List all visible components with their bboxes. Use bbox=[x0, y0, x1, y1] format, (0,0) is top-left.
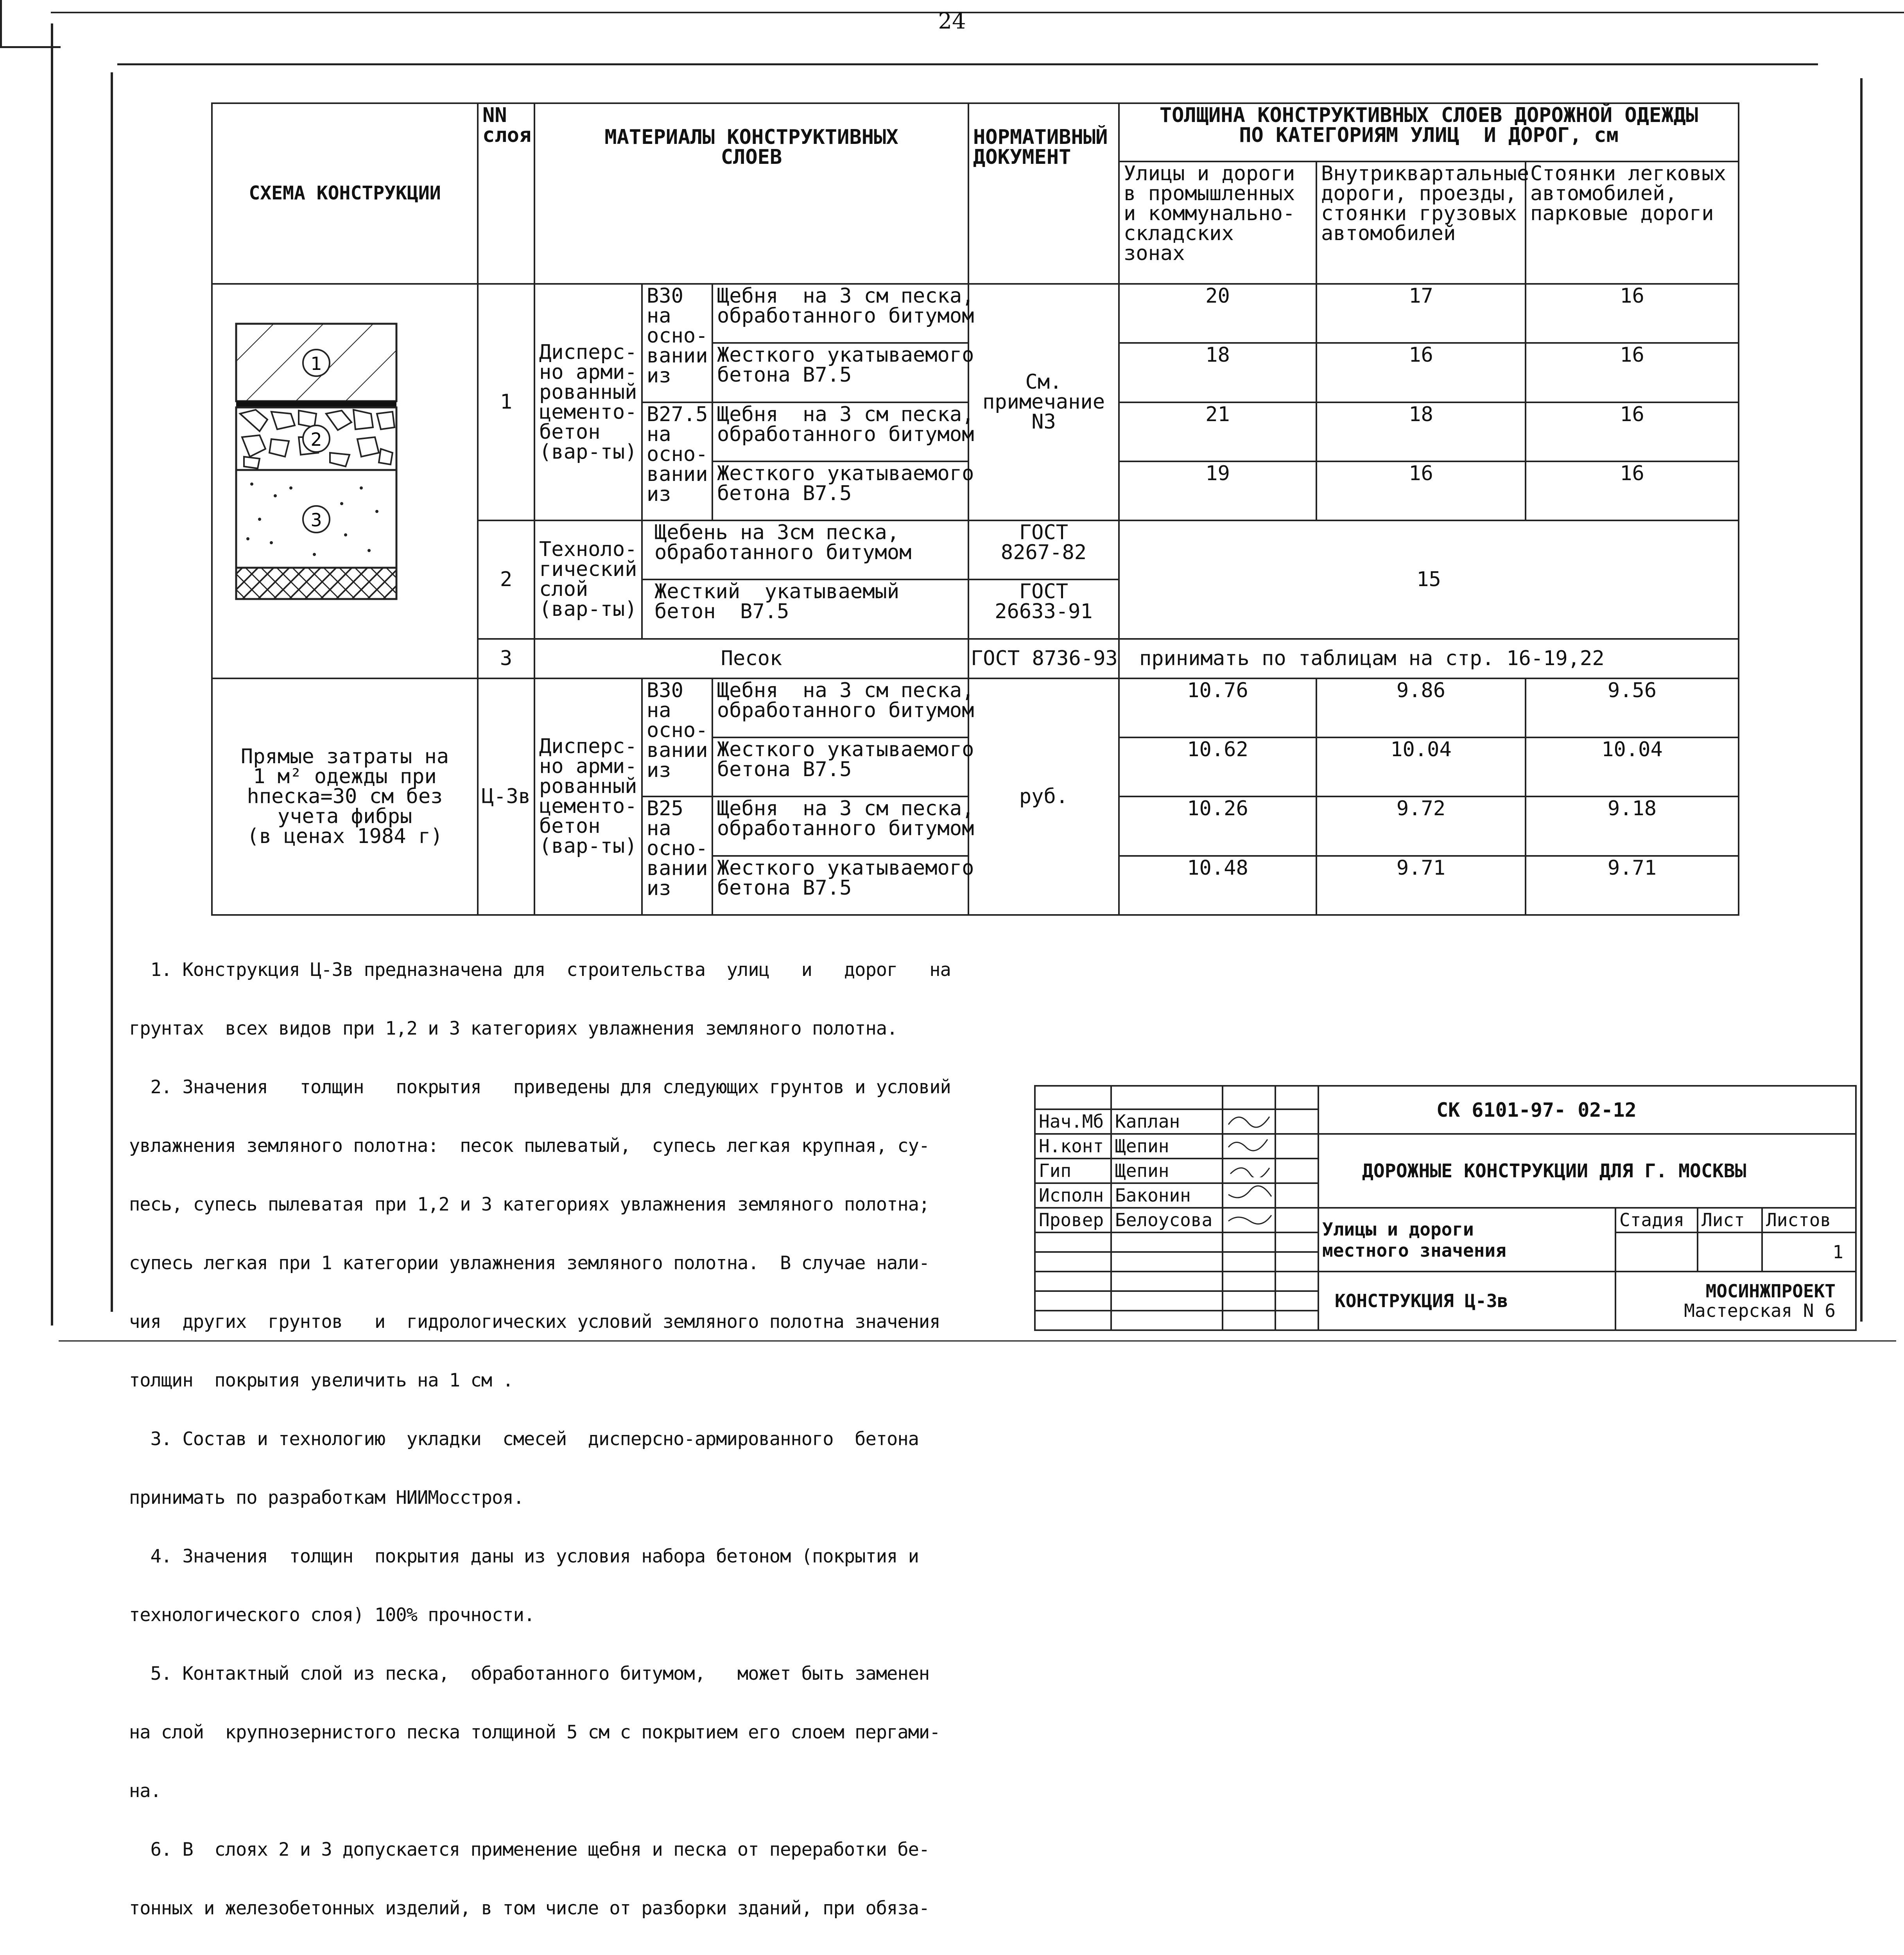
stamp-role-5: Провер bbox=[1035, 1208, 1111, 1232]
note-line: 6. В слоях 2 и 3 допускается применение щебня и песка от переработки бе- bbox=[129, 1839, 930, 1860]
page-number: 24 bbox=[938, 9, 966, 34]
layer1-r3-c2: 18 bbox=[1316, 402, 1526, 461]
layer2-option2: Жесткий укатываемый бетон В7.5 bbox=[642, 579, 968, 639]
cost-r1-c2: 9.86 bbox=[1316, 678, 1526, 737]
layer1-r2-c2: 16 bbox=[1316, 343, 1526, 402]
layer2-option2-doc: ГОСТ 26633-91 bbox=[968, 579, 1119, 639]
stamp-subject: Улицы и дороги местного значения bbox=[1318, 1208, 1615, 1272]
cost-r1-c3: 9.56 bbox=[1526, 678, 1739, 737]
header-layer-no: NN слоя bbox=[478, 103, 534, 284]
stamp-sheet-label: Лист bbox=[1698, 1208, 1762, 1232]
cost-r1-c1: 10.76 bbox=[1119, 678, 1316, 737]
note-line: песь, супесь пылеватая при 1,2 и 3 категориях увлажнения земляного полотна; bbox=[129, 1194, 930, 1215]
cost-base-sand-b: Щебня на 3 см песка, обработанного битумом bbox=[712, 796, 968, 856]
note-line: 1. Конструкция Ц-3в предназначена для строительства улиц и дорог на bbox=[129, 959, 951, 981]
layer1-r3-c1: 21 bbox=[1119, 402, 1316, 461]
cost-label: Прямые затраты на 1 м² одежды при hпеска=30 см без учета фибры (в ценах 1984 г) bbox=[212, 678, 478, 915]
cost-grade-b: В25 на осно- вании из bbox=[642, 796, 712, 915]
cost-r3-c1: 10.26 bbox=[1119, 796, 1316, 856]
cost-r3-c3: 9.18 bbox=[1526, 796, 1739, 856]
note-line: увлажнения земляного полотна: песок пылеватый, супесь легкая крупная, су- bbox=[129, 1135, 930, 1157]
cost-base-concrete-a: Жесткого укатываемого бетона В7.5 bbox=[712, 737, 968, 796]
construction-scheme-drawing bbox=[213, 285, 477, 676]
stamp-name-1: Каплан bbox=[1111, 1109, 1223, 1134]
layer3-doc: ГОСТ 8736-93 bbox=[968, 639, 1119, 678]
note-line: 5. Контактный слой из песка, обработанного битумом, может быть заменен bbox=[129, 1663, 930, 1684]
header-cat1: Улицы и дороги в промышленных и коммунально- складских зонах bbox=[1119, 161, 1316, 284]
note-line: толщин покрытия увеличить на 1 см . bbox=[129, 1370, 513, 1391]
header-materials: МАТЕРИАЛЫ КОНСТРУКТИВНЫХ СЛОЕВ bbox=[534, 103, 968, 284]
note-line: тонных и железобетонных изделий, в том числе от разборки зданий, при обяза- bbox=[129, 1898, 930, 1919]
stamp-signature-4 bbox=[1223, 1183, 1275, 1208]
layer1-r2-c1: 18 bbox=[1119, 343, 1316, 402]
svg-text:3: 3 bbox=[310, 509, 322, 531]
header-cat2: Внутриквартальные дороги, проезды, стоянки грузовых автомобилей bbox=[1316, 161, 1526, 284]
stamp-code: СК 6101-97- 02-12 bbox=[1318, 1086, 1856, 1134]
cost-doc: руб. bbox=[968, 678, 1119, 915]
layer1-r1-c1: 20 bbox=[1119, 284, 1316, 343]
header-cat3: Стоянки легковых автомобилей, парковые дороги bbox=[1526, 161, 1739, 284]
layer2-option1: Щебень на 3см песка, обработанного битумом bbox=[642, 520, 968, 579]
layer1-no: 1 bbox=[478, 284, 534, 520]
layer1-base-sand-a: Щебня на 3 см песка, обработанного битумом bbox=[712, 284, 968, 343]
layer1-r1-c2: 17 bbox=[1316, 284, 1526, 343]
layer1-r3-c3: 16 bbox=[1526, 402, 1739, 461]
stamp-role-2: Н.конт bbox=[1035, 1134, 1111, 1159]
layer1-material: Дисперс- но арми- рованный цементо- бетон (вар-ты) bbox=[534, 284, 642, 520]
stamp-signature-5 bbox=[1223, 1208, 1275, 1232]
frame-left-line bbox=[51, 23, 53, 1325]
layer2-option1-doc: ГОСТ 8267-82 bbox=[968, 520, 1119, 579]
cost-r2-c1: 10.62 bbox=[1119, 737, 1316, 796]
cost-material: Дисперс- но арми- рованный цементо- бетон (вар-ты) bbox=[534, 678, 642, 915]
layer3-no: 3 bbox=[478, 639, 534, 678]
frame-inner-top-line bbox=[117, 63, 1818, 65]
note-line: на. bbox=[129, 1780, 161, 1802]
notes-block bbox=[129, 921, 1013, 1955]
scheme-drawing-cell bbox=[212, 284, 478, 678]
layer1-doc: См. примечание N3 bbox=[968, 284, 1119, 520]
stamp-series-title: ДОРОЖНЫЕ КОНСТРУКЦИИ ДЛЯ Г. МОСКВЫ bbox=[1318, 1134, 1856, 1208]
stamp-stage-label: Стадия bbox=[1615, 1208, 1698, 1232]
layer1-r4-c1: 19 bbox=[1119, 461, 1316, 520]
layer2-no: 2 bbox=[478, 520, 534, 639]
note-line: принимать по разработкам НИИМосстроя. bbox=[129, 1487, 524, 1508]
layer1-base-concrete-b: Жесткого укатываемого бетона В7.5 bbox=[712, 461, 968, 520]
cost-r4-c3: 9.71 bbox=[1526, 856, 1739, 915]
cost-r2-c3: 10.04 bbox=[1526, 737, 1739, 796]
layer1-grade-b: В27.5 на осно- вании из bbox=[642, 402, 712, 521]
stamp-name-5: Белоусова bbox=[1111, 1208, 1223, 1232]
cost-no: Ц-3в bbox=[478, 678, 534, 915]
layer1-r4-c2: 16 bbox=[1316, 461, 1526, 520]
stamp-org-cell bbox=[1615, 1272, 1856, 1330]
note-line: 4. Значения толщин покрытия даны из условия набора бетоном (покрытия и bbox=[129, 1546, 919, 1567]
layer1-r1-c3: 16 bbox=[1526, 284, 1739, 343]
cost-base-concrete-b: Жесткого укатываемого бетона В7.5 bbox=[712, 856, 968, 915]
cost-r4-c2: 9.71 bbox=[1316, 856, 1526, 915]
stamp-name-3: Щепин bbox=[1111, 1159, 1223, 1183]
layer2-value: 15 bbox=[1119, 520, 1739, 639]
layer1-r2-c3: 16 bbox=[1526, 343, 1739, 402]
stamp-sheets-value: 1 bbox=[1762, 1232, 1856, 1272]
note-line: чия других грунтов и гидрологических условий земляного полотна значения bbox=[129, 1311, 940, 1333]
stamp-role-4: Исполн bbox=[1035, 1183, 1111, 1208]
stamp-role-1: Нач.Мб bbox=[1035, 1109, 1111, 1134]
cost-r4-c1: 10.48 bbox=[1119, 856, 1316, 915]
note-line: 2. Значения толщин покрытия приведены для следующих грунтов и условий bbox=[129, 1076, 951, 1098]
layer1-base-sand-b: Щебня на 3 см песка, обработанного битумом bbox=[712, 402, 968, 461]
stamp-role-3: Гип bbox=[1035, 1159, 1111, 1183]
note-line: супесь легкая при 1 категории увлажнения земляного полотна. В случае нали- bbox=[129, 1252, 930, 1274]
frame-right-line bbox=[1860, 78, 1863, 1322]
cost-grade-a: В30 на осно- вании из bbox=[642, 678, 712, 797]
header-thickness: ТОЛЩИНА КОНСТРУКТИВНЫХ СЛОЕВ ДОРОЖНОЙ ОДЕЖДЫ ПО КАТЕГОРИЯМ УЛИЦ И ДОРОГ, см bbox=[1119, 103, 1739, 161]
stamp-signature-2 bbox=[1223, 1134, 1275, 1159]
cost-r2-c2: 10.04 bbox=[1316, 737, 1526, 796]
note-line: грунтах всех видов при 1,2 и 3 категориях увлажнения земляного полотна. bbox=[129, 1018, 898, 1039]
scheme-subgrade bbox=[236, 568, 396, 599]
svg-text:1: 1 bbox=[310, 353, 322, 374]
cost-base-sand-a: Щебня на 3 см песка, обработанного битумом bbox=[712, 678, 968, 737]
cost-r3-c2: 9.72 bbox=[1316, 796, 1526, 856]
header-norm-doc: НОРМАТИВНЫЙ ДОКУМЕНТ bbox=[968, 103, 1119, 284]
svg-text:2: 2 bbox=[310, 429, 322, 450]
note-line: технологического слоя) 100% прочности. bbox=[129, 1604, 535, 1626]
header-scheme: СХЕМА КОНСТРУКЦИИ bbox=[212, 103, 478, 284]
layer2-material: Техноло- гический слой (вар-ты) bbox=[534, 520, 642, 639]
stamp-workshop: Мастерская N 6 bbox=[1684, 1300, 1836, 1321]
layer3-material: Песок bbox=[534, 639, 968, 678]
stamp-name-2: Щепин bbox=[1111, 1134, 1223, 1159]
stamp-signature-3 bbox=[1223, 1159, 1275, 1183]
stamp-sheets-label: Листов bbox=[1762, 1208, 1856, 1232]
frame-inner-left-line bbox=[111, 72, 113, 1312]
layer1-r4-c3: 16 bbox=[1526, 461, 1739, 520]
stamp-org: МОСИНЖПРОЕКТ bbox=[1705, 1281, 1836, 1302]
layer1-grade-a: В30 на осно- вании из bbox=[642, 284, 712, 402]
construction-table bbox=[211, 102, 1739, 916]
stamp-signature-1 bbox=[1223, 1109, 1275, 1134]
stamp-name-4: Баконин bbox=[1111, 1183, 1223, 1208]
title-block bbox=[1034, 1085, 1857, 1331]
note-line: 3. Состав и технологию укладки смесей дисперсно-армированного бетона bbox=[129, 1428, 919, 1450]
note-line: на слой крупнозернистого песка толщиной 5 см с покрытием его слоем пергами- bbox=[129, 1722, 940, 1743]
layer3-value: принимать по таблицам на стр. 16-19,22 bbox=[1119, 639, 1739, 678]
layer1-base-concrete-a: Жесткого укатываемого бетона В7.5 bbox=[712, 343, 968, 402]
stamp-construction: КОНСТРУКЦИЯ Ц-3в bbox=[1318, 1272, 1615, 1330]
